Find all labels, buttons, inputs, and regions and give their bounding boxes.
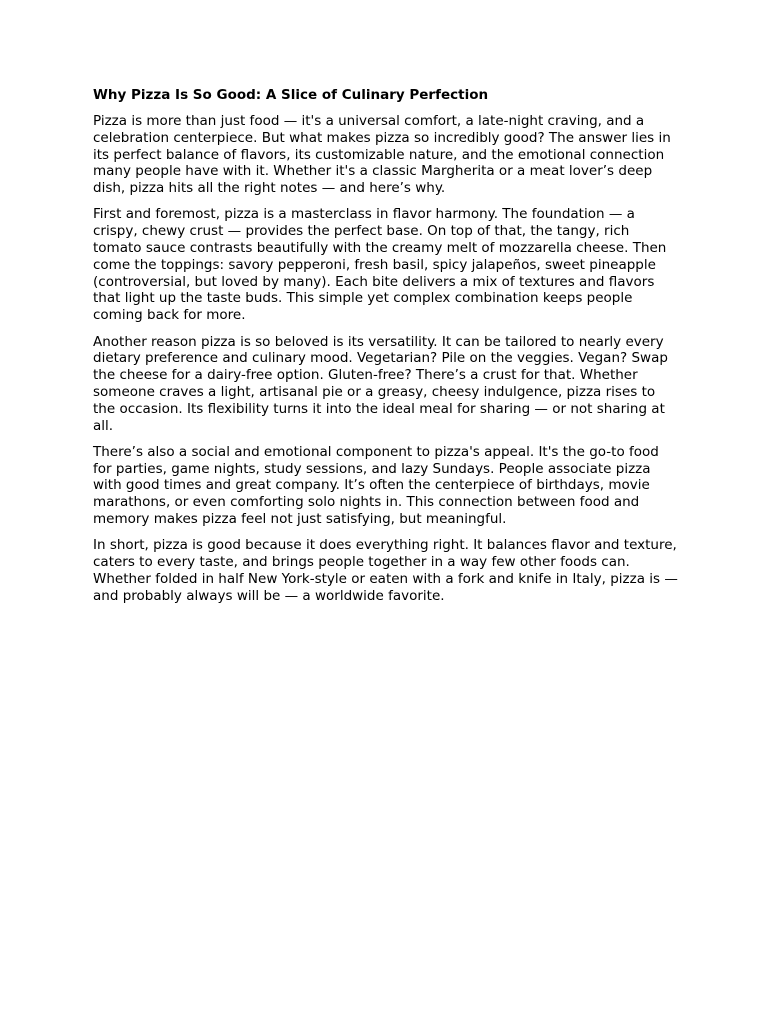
document-page: [93, 86, 679, 614]
paragraph-versatility: Another reason pizza is so beloved is its versatility. It can be tailored to nearly every dietary preference and culinary mood. Vegetarian? Pile on the veggies. Vegan? Swap the cheese for a dairy-free option. Gluten-free? There’s a crust for that. Whether someone craves a light, artisanal pie or a greasy, cheesy indulgence, pizza rises to the occasion. Its flexibility turns it into the ideal meal for sharing — or not sharing at all.: [93, 333, 668, 434]
paragraph-social: There’s also a social and emotional component to pizza's appeal. It's the go-to food for parties, game nights, study sessions, and lazy Sundays. People associate pizza with good times and great company. It’s often the centerpiece of birthdays, movie marathons, or even comforting solo nights in. This connection between food and memory makes pizza feel not just satisfying, but meaningful.: [93, 443, 659, 528]
paragraph-intro: Pizza is more than just food — it's a universal comfort, a late-night craving, and a celebration centerpiece. But what makes pizza so incredibly good? The answer lies in its perfect balance of flavors, its customizable nature, and the emotional connection many people have with it. Whether it's a classic Margherita or a meat lover’s deep dish, pizza hits all the right notes — and here’s why.: [93, 113, 671, 197]
paragraph-flavor: First and foremost, pizza is a masterclass in flavor harmony. The foundation — a crispy, chewy crust — provides the perfect base. On top of that, the tangy, rich tomato sauce contrasts beautifully with the creamy melt of mozzarella cheese. Then come the toppings: savory pepperoni, fresh basil, spicy jalapeños, sweet pineapple (controversial, but loved by many). Each bite delivers a mix of textures and flavors that light up the taste buds. This simple yet complex combination keeps people coming back for more.: [93, 206, 667, 324]
paragraph-conclusion: In short, pizza is good because it does everything right. It balances flavor and texture, caters to every taste, and brings people together in a way few other foods can. Whether folded in half New York-style or eaten with a fork and knife in Italy, pizza is — and probably always will be — a worldwide favorite.: [93, 537, 678, 604]
document-title: Why Pizza Is So Good: A Slice of Culinary Perfection: [93, 87, 489, 103]
